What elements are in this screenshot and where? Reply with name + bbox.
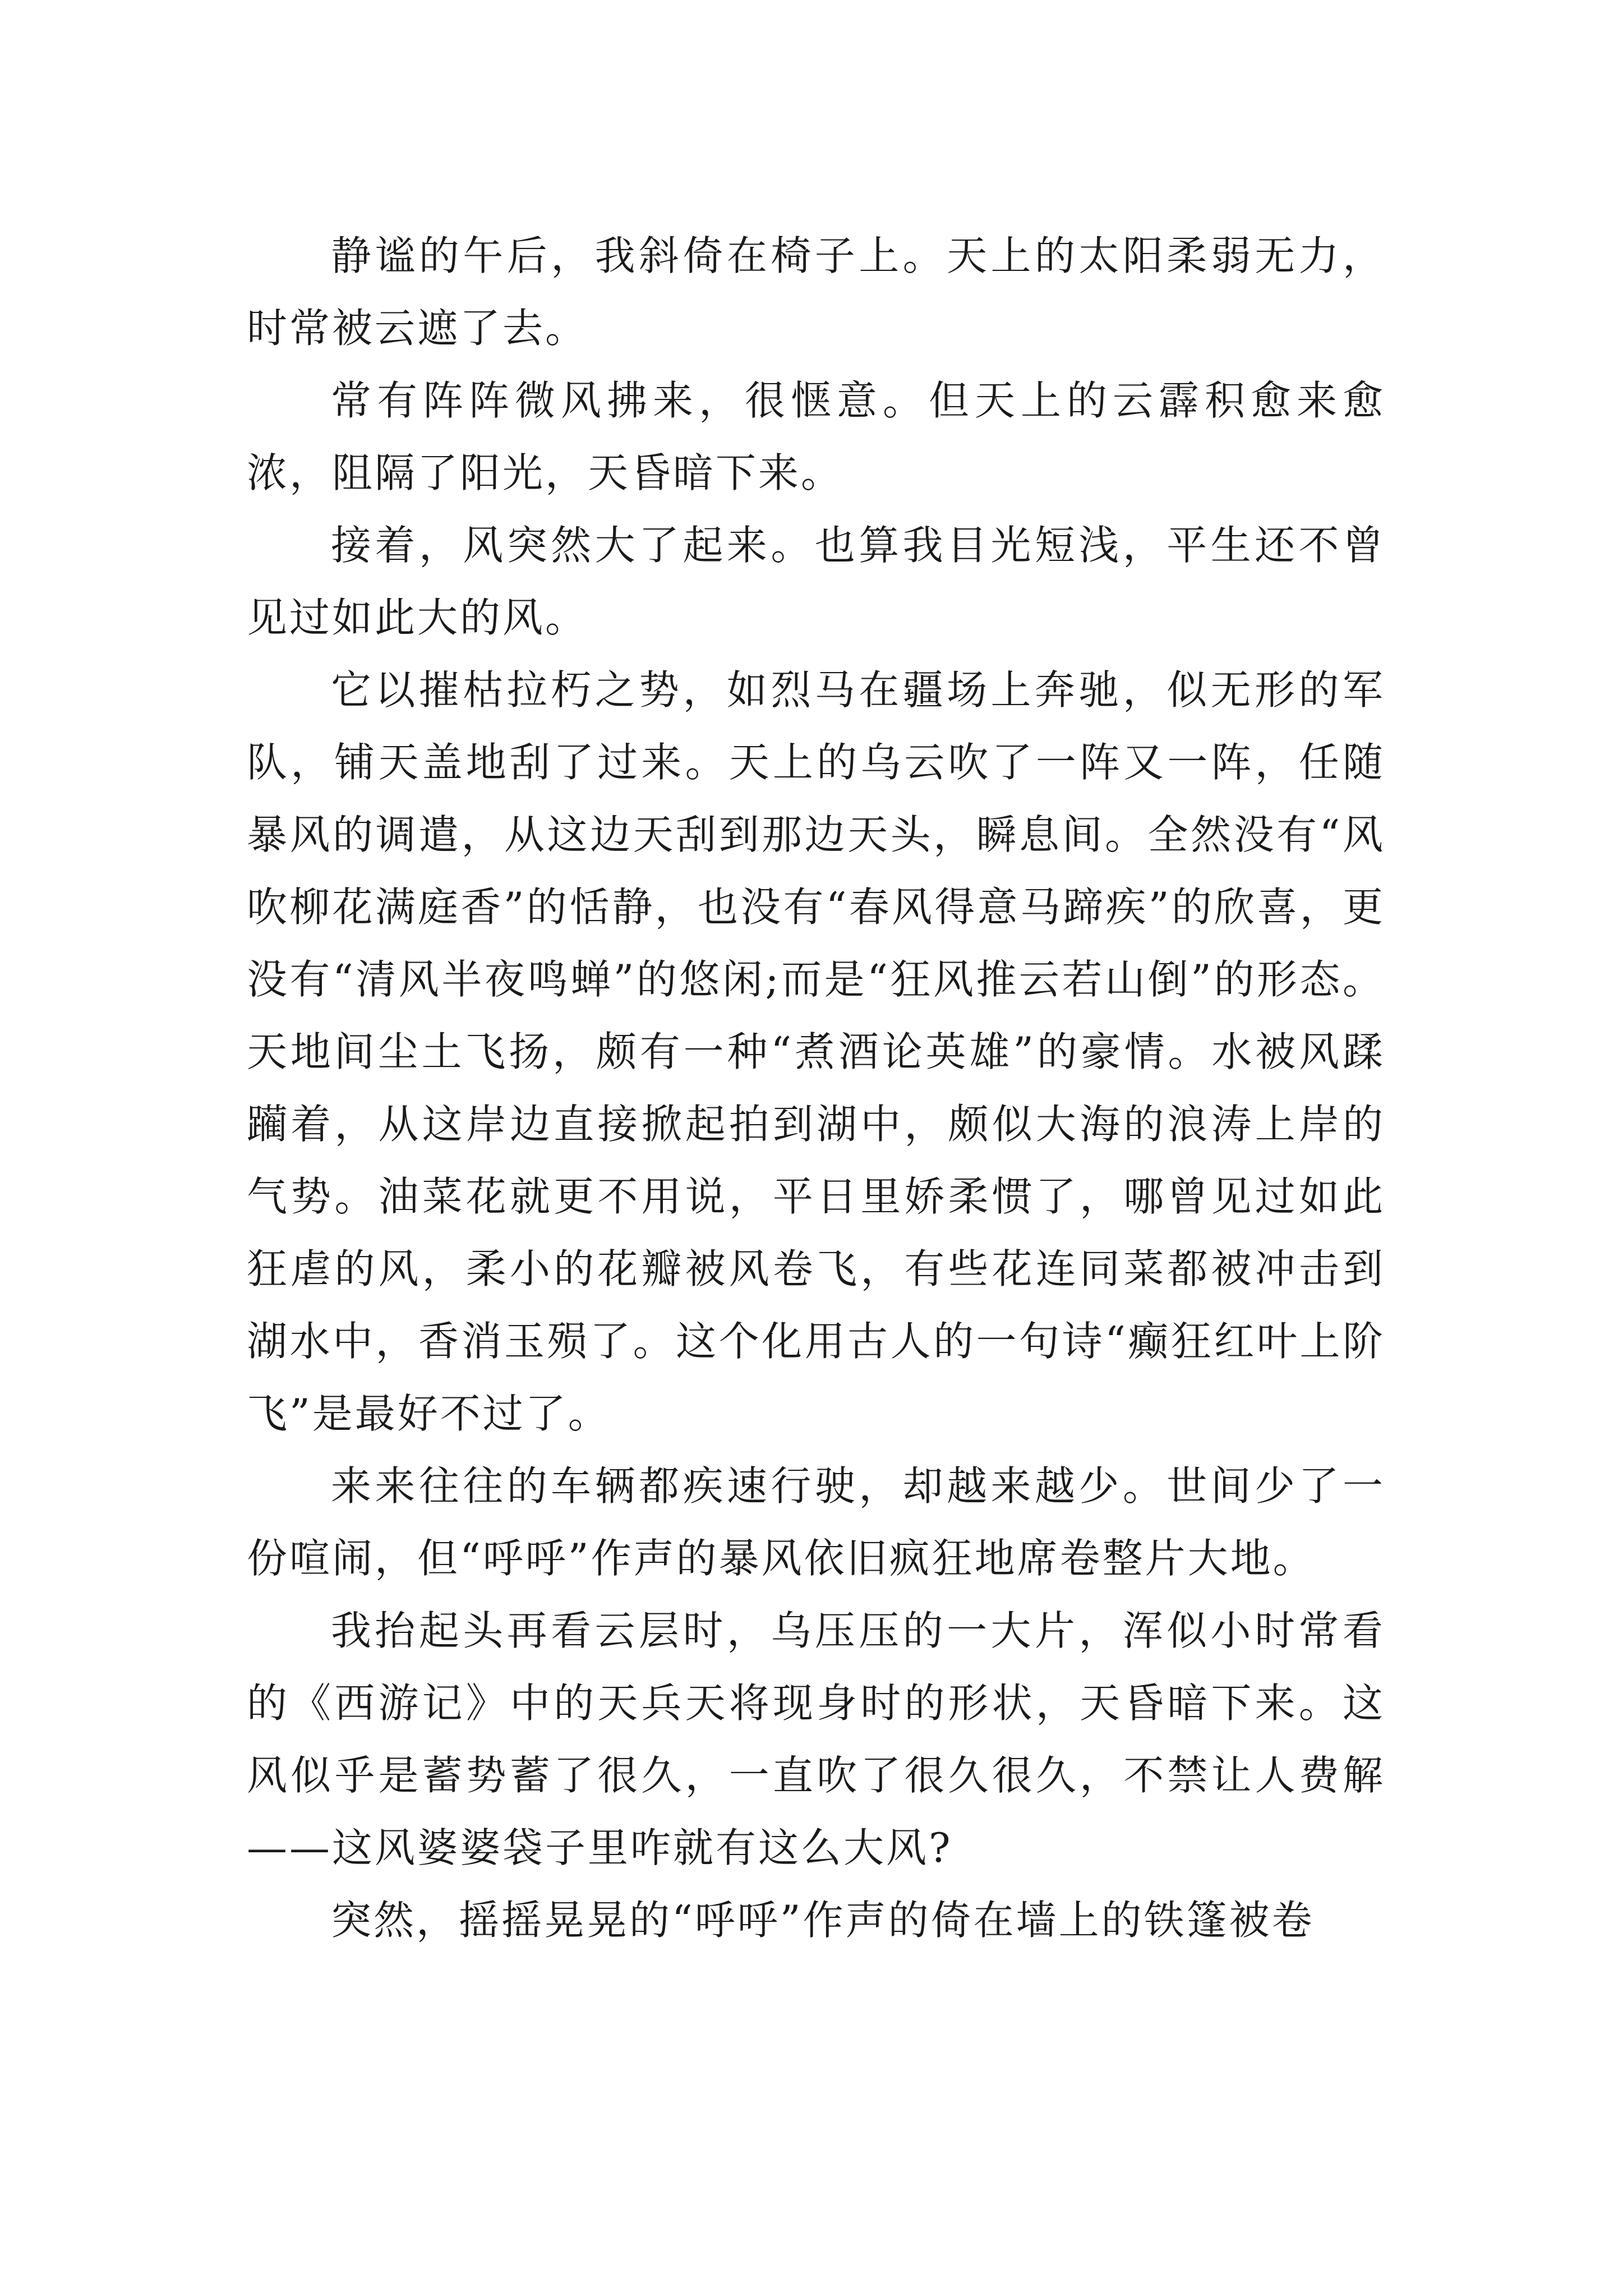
- paragraph-7: 突然，摇摇晃晃的“呼呼”作声的倚在墙上的铁篷被卷: [331, 1897, 1315, 1944]
- paragraph-2: 常有阵阵微风拂来，很惬意。但天上的云霹积愈来愈浓，阻隔了阳光，天昏暗下来。: [247, 377, 1385, 496]
- paragraph-1: 静谧的午后，我斜倚在椅子上。天上的太阳柔弱无力，时常被云遮了去。: [247, 232, 1385, 352]
- paragraph-4: 它以摧枯拉朽之势，如烈马在疆场上奔驰，似无形的军队，铺天盖地刮了过来。天上的乌云吹了一阵又一阵，任随暴风的调遣，从这边天刮到那边天头，瞬息间。全然没有“风吹柳花满庭香”的恬静，也没有“春风得意马蹄疾”的欣喜，更没有“清风半夜鸣蝉”的悠闲;而是“狂风推云若山倒”的形态。天地间尘土飞扬，颇有一种“煮酒论英雄”的豪情。水被风蹂躏着，从这岸边直接掀起拍到湖中，颇似大海的浪涛上岸的气势。油菜花就更不用说，平日里娇柔惯了，哪曾见过如此狂虐的风，柔小的花瓣被风卷飞，有些花连同菜都被冲击到湖水中，香消玉殒了。这个化用古人的一句诗“癫狂红叶上阶飞”是最好不过了。: [247, 666, 1385, 1437]
- paragraph-6: 我抬起头再看云层时，乌压压的一大片，浑似小时常看的《西游记》中的天兵天将现身时的形状，天昏暗下来。这风似乎是蓄势蓄了很久，一直吹了很久很久，不禁让人费解——这风婆婆袋子里咋就有这么大风?: [247, 1607, 1385, 1871]
- paragraph-3: 接着，风突然大了起来。也算我目光短浅，平生还不曾见过如此大的风。: [247, 522, 1385, 641]
- paragraph-5: 来来往往的车辆都疾速行驶，却越来越少。世间少了一份喧闹，但“呼呼”作声的暴风依旧疯狂地席卷整片大地。: [247, 1462, 1385, 1582]
- document-body: [247, 220, 1385, 1957]
